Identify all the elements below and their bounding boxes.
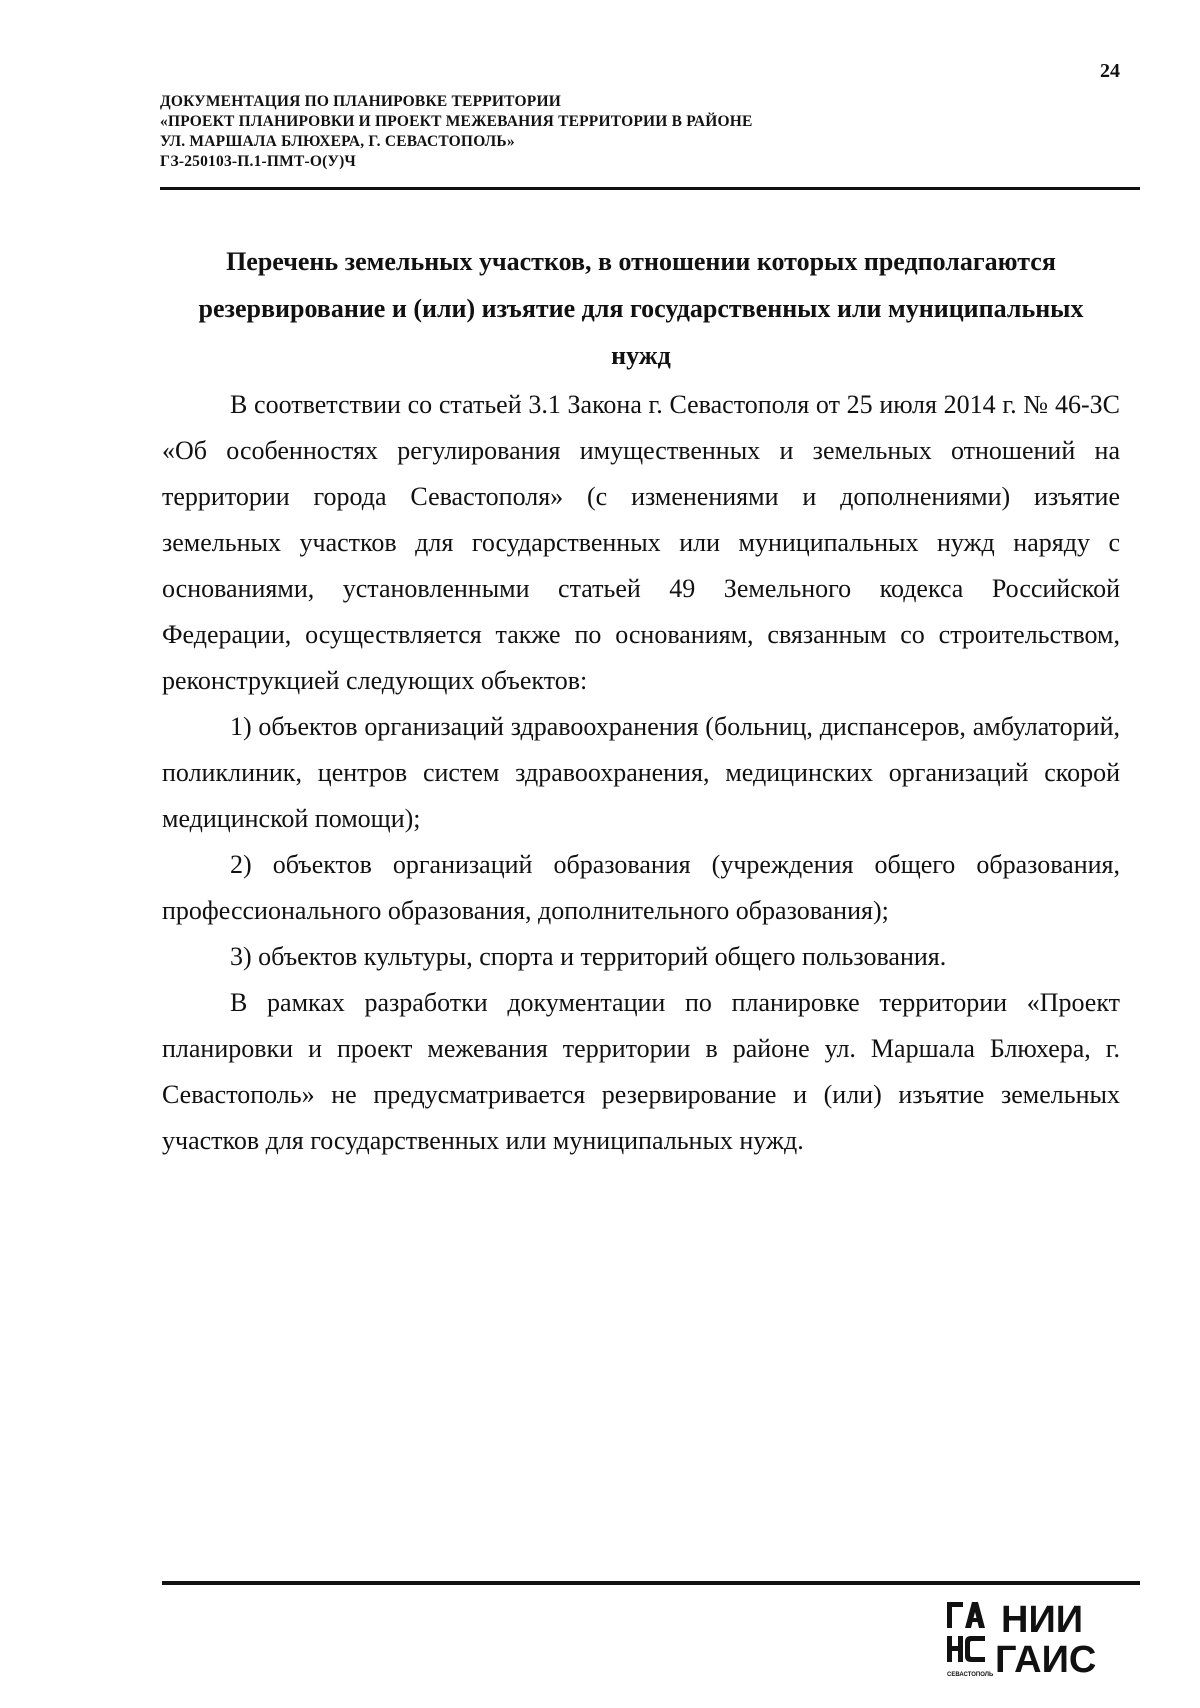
title-line-1: Перечень земельных участков, в отношении которых предполагаются <box>226 247 1056 276</box>
main-content <box>162 238 1120 1164</box>
logo-caption: СЕВАСТОПОЛЬ <box>947 1672 994 1678</box>
title-line-2: резервирование и (или) изъятие для государственных или муниципальных <box>198 294 1084 323</box>
footer-divider <box>162 1581 1140 1585</box>
page-number: 24 <box>1100 60 1120 82</box>
paragraph-conclusion: В рамках разработки документации по планировке территории «Проект планировки и проект межевания территории в районе ул. Маршала Блюхера, г. Севастополь» не предусматривается резервирование и (или) изъятие земельных участков для государственных или муниципальных нужд. <box>162 988 1120 1155</box>
section-title <box>162 238 1120 379</box>
paragraph-intro: В соответствии со статьей 3.1 Закона г. Севастополя от 25 июля 2014 г. № 46-ЗС «Об особенностях регулирования имущественных и земельных отношений на территории города Севастополя» (с изменениями и дополнениями) изъятие земельных участков для государственных или муниципальных нужд наряду с основаниями, установленными статьей 49 Земельного кодекса Российской Федерации, осуществляется также по основаниям, связанным со строительством, реконструкцией следующих объектов: <box>162 390 1120 695</box>
list-item-culture: 3) объектов культуры, спорта и территорий общего пользования. <box>230 942 947 971</box>
title-line-3: нужд <box>611 341 671 370</box>
header-line-2: «ПРОЕКТ ПЛАНИРОВКИ И ПРОЕКТ МЕЖЕВАНИЯ ТЕРРИТОРИИ В РАЙОНЕ <box>160 113 753 130</box>
header-line-4: ГЗ-250103-П.1-ПМТ-О(У)Ч <box>160 153 357 170</box>
header-line-3: УЛ. МАРШАЛА БЛЮХЕРА, Г. СЕВАСТОПОЛЬ» <box>160 133 515 150</box>
logo-text-gais: ГАИС <box>995 1639 1097 1680</box>
header-line-1: ДОКУМЕНТАЦИЯ ПО ПЛАНИРОВКЕ ТЕРРИТОРИИ <box>160 93 561 110</box>
logo-text-nii: НИИ <box>1001 1600 1084 1641</box>
body-text <box>162 382 1120 1164</box>
header-divider <box>160 187 1140 190</box>
list-item-education: 2) объектов организаций образования (учреждения общего образования, профессионального образования, дополнительного образования); <box>162 850 1120 925</box>
document-header <box>160 92 1120 172</box>
list-item-healthcare: 1) объектов организаций здравоохранения (больниц, диспансеров, амбулаторий, поликлиник, центров систем здравоохранения, медицинских организаций скорой медицинской помощи); <box>162 712 1120 833</box>
niigais-logo <box>945 1600 1125 1680</box>
logo-emblem <box>947 1602 985 1662</box>
